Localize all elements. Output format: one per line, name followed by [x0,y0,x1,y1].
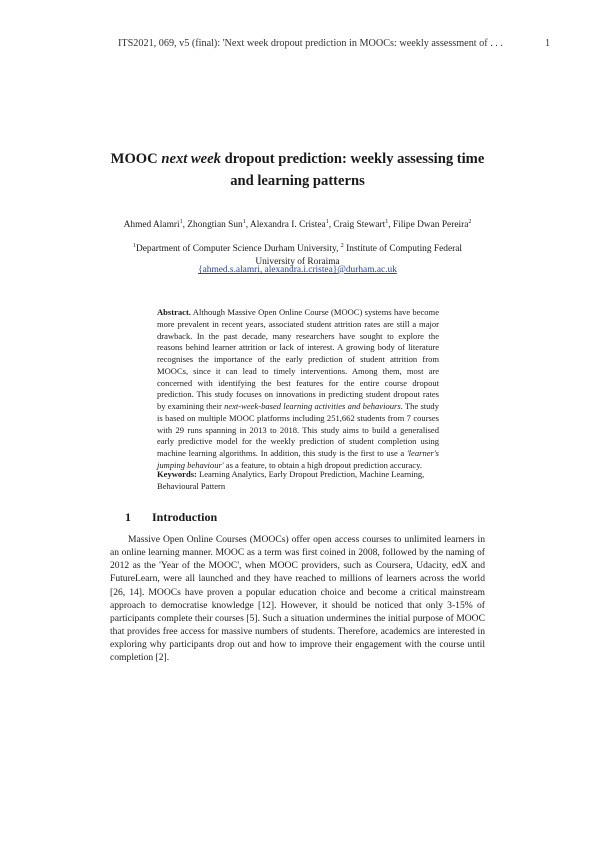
author-name: Zhongtian Sun [187,220,243,231]
author-name: Craig Stewart [333,220,386,231]
affil-mark-2: 2 [340,243,344,249]
abstract-text: Although Massive Open Online Course (MOOC) systems have become more prevalent in recent years, associated student attrition rates are still a major drawback. In the past decade, many researchers have sought to explore the reasons behind learner attrition or lack of interest. A growing body of literature recognises the importance of the early prediction of student attrition from MOOCs, since it can lead to timely interventions. Among them, most are concerned with identifying the best features for the entire course dropout prediction. This study focuses on innovations in predicting student dropout rates by examining their [157,307,439,411]
title-part-3: dropout prediction: weekly assessing time and learning patterns [220,151,485,189]
author-affil-mark: 1 [242,219,246,225]
author-name: Filipe Dwan Pereira [392,220,469,231]
author-affil-mark: 1 [385,219,389,225]
affiliation-2: Institute of Computing Federal University of Roraima [255,244,463,268]
intro-paragraph: Massive Open Online Courses (MOOCs) offer open access courses to unlimited learners in an online learning manner. MOOC as a term was first coined in 2008, followed by the naming of 2012 as the 'Year of the MOOC', when MOOC providers, such as Coursera, Udacity, edX and FutureLearn, were all launched and they have reached to millions of learners across the world [26, 14]. MOOCs have proven a popular education choice and become a critical mainstream approach to democratise knowledge [12]. However, it should be noticed that only 3-15% of participants complete their courses [5]. Such a situation undermines the initial purpose of MOOC that provides free access for massive numbers of students. Therefore, academics are interested in exploring why participants drop out and how to improve their engagement with the course until completion [2]. [110,534,485,664]
author-name: Ahmed Alamri [123,220,180,231]
affiliation-1: Department of Computer Science Durham University, [135,244,341,255]
author [393,220,472,230]
author [187,220,250,230]
author-separator: , [388,220,393,231]
email-line [140,265,455,275]
keywords [157,469,439,493]
abstract-text: . The study is based on multiple MOOC platforms including 251,662 students from 7 courses with 29 runs spanning in 2013 to 2018. This study aims to build a generalised early predictive model for the weekly prediction of student completion using machine learning algorithms. In addition, this study is the first to use a [157,401,439,458]
abstract-label: Abstract. [157,307,191,317]
section-title: Introduction [152,510,218,524]
author-list [90,219,505,230]
author-separator: , [328,220,334,231]
author [124,220,188,230]
author [250,220,333,230]
author-name: Alexandra I. Cristea [249,220,326,231]
paper-title [100,148,495,192]
author-separator: , [182,220,188,231]
abstract-text: as a feature, to obtain a high dropout prediction accuracy. [223,459,422,470]
section-heading [125,510,217,525]
keywords-text: Learning Analytics, Early Dropout Prediction, Machine Learning, Behavioural Pattern [157,469,425,491]
author-separator: , [245,220,250,231]
section-number: 1 [125,510,131,524]
email-link[interactable]: {ahmed.s.alamri, alexandra.i.cristea}@durham.ac.uk [198,265,397,275]
author [333,220,393,230]
affil-mark-1: 1 [132,243,136,249]
abstract [157,307,439,472]
author-affil-mark: 2 [468,219,472,225]
title-part-1: MOOC [110,151,162,167]
abstract-emphasis: next-week-based learning activities and behaviours [224,401,401,411]
title-emphasis: next week [161,151,221,167]
page-number: 1 [545,38,551,49]
keywords-label: Keywords: [157,469,197,479]
author-affil-mark: 1 [325,219,329,225]
author-affil-mark: 1 [179,219,183,225]
abstract-emphasis: 'learner's jumping behaviour' [157,448,439,470]
running-head-text: ITS2021, 069, v5 (final): 'Next week dropout prediction in MOOCs: weekly assessment of . . . [118,38,503,49]
